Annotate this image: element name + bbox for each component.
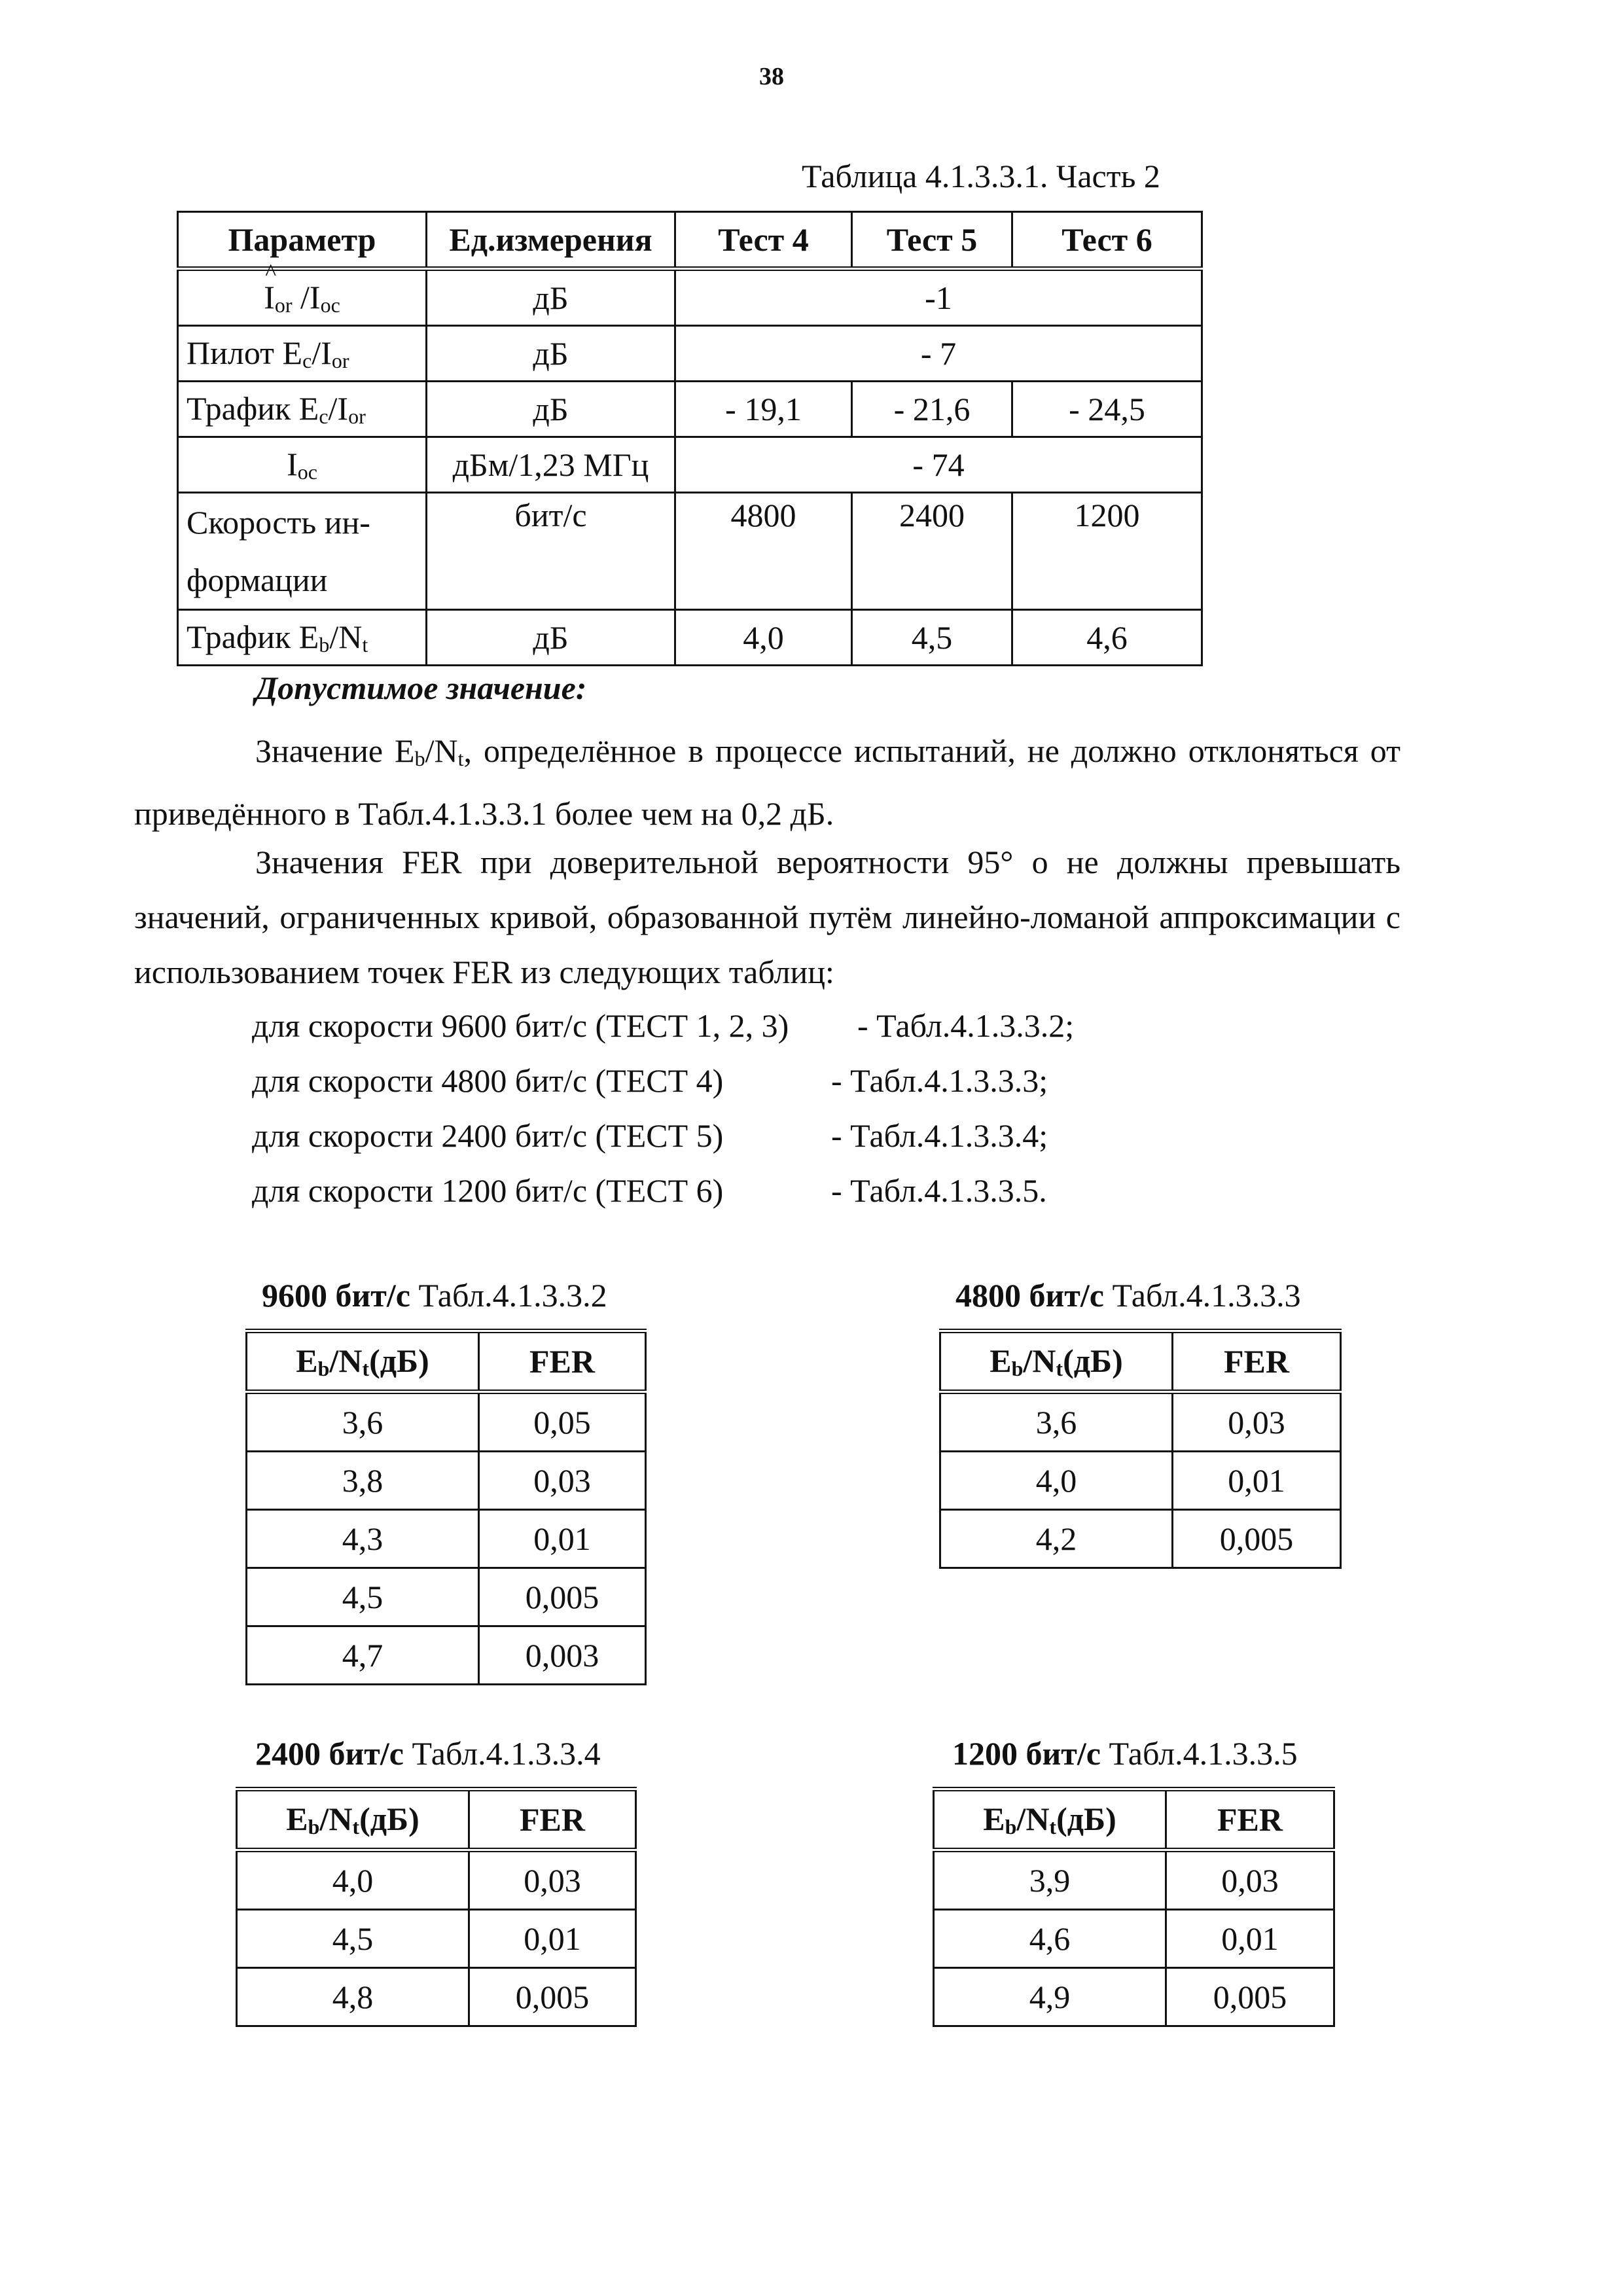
ebnt-cell: 4,3 xyxy=(247,1510,479,1568)
header-ebnt: $E_b/N_t(дБ)$ xyxy=(940,1331,1173,1392)
value-cell: 4,0 xyxy=(675,610,852,666)
param-traffic-eb: Трафик $E_b/N_t$ xyxy=(178,610,427,666)
list-item: для скорости 4800 бит/с (ТЕСТ 4) - Табл.4.1.3.3.3; xyxy=(252,1062,1048,1099)
header-fer: FER xyxy=(1166,1789,1334,1850)
table-row xyxy=(934,1968,1334,2026)
fer-cell: 0,005 xyxy=(1173,1510,1341,1568)
caption-2400: 2400 бит/с Табл.4.1.3.3.4 xyxy=(255,1735,601,1772)
value-cell: - 19,1 xyxy=(675,382,852,437)
value-cell: 4,5 xyxy=(852,610,1012,666)
table-row xyxy=(237,1968,636,2026)
value-cell: - 24,5 xyxy=(1012,382,1202,437)
paragraph-fer: Значения FER при доверительной вероятности 95° о не должны превышать значений, ограниченных кривой, образованной путём линейно-ломаной аппроксимации с использованием точек FER из следующих таблиц: xyxy=(134,844,1400,990)
table-row xyxy=(940,1392,1341,1452)
ebnt-cell: 4,0 xyxy=(940,1452,1173,1510)
table-row xyxy=(178,610,1202,666)
header-ebnt: $E_b/N_t(дБ)$ xyxy=(934,1789,1166,1850)
paragraph-deviation: Значение $E_b/N_t$, определённое в процессе испытаний, не должно отклоняться от приведённого в Табл.4.1.3.3.1 более чем на 0,2 дБ. xyxy=(134,732,1401,832)
table-row xyxy=(178,326,1202,382)
table-row xyxy=(940,1510,1341,1568)
header-fer: FER xyxy=(469,1789,636,1850)
table-2400 xyxy=(236,1787,637,2027)
table-row xyxy=(247,1510,646,1568)
table-header-row xyxy=(178,212,1202,269)
ebnt-cell: 3,8 xyxy=(247,1452,479,1510)
ebnt-cell: 4,5 xyxy=(237,1910,469,1968)
fer-cell: 0,03 xyxy=(1166,1850,1334,1910)
header-test4: Тест 4 xyxy=(675,212,852,269)
ebnt-cell: 3,6 xyxy=(247,1392,479,1452)
list-item: для скорости 1200 бит/с (ТЕСТ 6) - Табл.4.1.3.3.5. xyxy=(252,1172,1047,1209)
param-traffic-ec: Трафик $E_c/I_{or}$ xyxy=(178,382,427,437)
ebnt-cell: 4,9 xyxy=(934,1968,1166,2026)
unit-cell: дБ xyxy=(427,269,675,326)
ebnt-cell: 3,9 xyxy=(934,1850,1166,1910)
table-row xyxy=(934,1910,1334,1968)
header-ebnt: $E_b/N_t(дБ)$ xyxy=(237,1789,469,1850)
table-4800 xyxy=(939,1329,1342,1569)
header-fer: FER xyxy=(479,1331,646,1392)
table-row xyxy=(237,1850,636,1910)
unit-cell: дБм/1,23 МГц xyxy=(427,437,675,493)
table-9600 xyxy=(245,1329,647,1685)
table-row xyxy=(247,1568,646,1626)
table-row xyxy=(237,1910,636,1968)
unit-cell: бит/с xyxy=(427,493,675,610)
ebnt-cell: 4,2 xyxy=(940,1510,1173,1568)
param-info-rate: Скорость ин-формации xyxy=(178,493,427,610)
table-row xyxy=(178,382,1202,437)
table-header-row xyxy=(934,1789,1334,1850)
main-table-caption: Таблица 4.1.3.3.1. Часть 2 xyxy=(802,158,1160,194)
rate-list xyxy=(252,998,1168,1218)
allowed-value-title: Допустимое значение: xyxy=(255,670,587,706)
header-test5: Тест 5 xyxy=(852,212,1012,269)
ebnt-cell: 4,8 xyxy=(237,1968,469,2026)
caption-9600: 9600 бит/с Табл.4.1.3.3.2 xyxy=(262,1277,607,1314)
fer-cell: 0,03 xyxy=(479,1452,646,1510)
table-row xyxy=(247,1626,646,1685)
value-cell: - 7 xyxy=(675,326,1202,382)
table-row xyxy=(247,1452,646,1510)
header-test6: Тест 6 xyxy=(1012,212,1202,269)
table-row xyxy=(178,269,1202,326)
list-item: для скорости 2400 бит/с (ТЕСТ 5) - Табл.4.1.3.3.4; xyxy=(252,1117,1048,1154)
value-cell: - 74 xyxy=(675,437,1202,493)
param-pilot: Пилот $E_c/I_{or}$ xyxy=(178,326,427,382)
table-row xyxy=(934,1850,1334,1910)
table-header-row xyxy=(940,1331,1341,1392)
caption-4800: 4800 бит/с Табл.4.1.3.3.3 xyxy=(955,1277,1301,1314)
header-fer: FER xyxy=(1173,1331,1341,1392)
param-ior-ioc: ^ $I_{or}$ $/I_{oc}$ xyxy=(178,269,427,326)
value-cell: -1 xyxy=(675,269,1202,326)
page-number: 38 xyxy=(759,63,784,90)
value-cell: 4,6 xyxy=(1012,610,1202,666)
fer-cell: 0,005 xyxy=(469,1968,636,2026)
fer-cell: 0,003 xyxy=(479,1626,646,1685)
table-row xyxy=(178,493,1202,610)
fer-cell: 0,01 xyxy=(1166,1910,1334,1968)
table-header-row xyxy=(247,1331,646,1392)
table-row xyxy=(178,437,1202,493)
value-cell: 1200 xyxy=(1012,493,1202,610)
value-cell: 4800 xyxy=(675,493,852,610)
fer-cell: 0,005 xyxy=(479,1568,646,1626)
fer-cell: 0,01 xyxy=(469,1910,636,1968)
fer-cell: 0,05 xyxy=(479,1392,646,1452)
value-cell: - 21,6 xyxy=(852,382,1012,437)
header-unit: Ед.измерения xyxy=(427,212,675,269)
fer-cell: 0,005 xyxy=(1166,1968,1334,2026)
fer-cell: 0,01 xyxy=(479,1510,646,1568)
ebnt-cell: 3,6 xyxy=(940,1392,1173,1452)
caption-1200: 1200 бит/с Табл.4.1.3.3.5 xyxy=(952,1735,1298,1772)
header-ebnt: $E_b/N_t(дБ)$ xyxy=(247,1331,479,1392)
fer-cell: 0,01 xyxy=(1173,1452,1341,1510)
param-ioc: $I_{oc}$ xyxy=(178,437,427,493)
ebnt-cell: 4,7 xyxy=(247,1626,479,1685)
table-row xyxy=(247,1392,646,1452)
table-1200 xyxy=(933,1787,1335,2027)
list-item: для скорости 9600 бит/с (ТЕСТ 1, 2, 3) - Табл.4.1.3.3.2; xyxy=(252,1007,1075,1044)
unit-cell: дБ xyxy=(427,382,675,437)
ebnt-cell: 4,6 xyxy=(934,1910,1166,1968)
unit-cell: дБ xyxy=(427,326,675,382)
unit-cell: дБ xyxy=(427,610,675,666)
table-row xyxy=(940,1452,1341,1510)
table-header-row xyxy=(237,1789,636,1850)
ebnt-cell: 4,5 xyxy=(247,1568,479,1626)
fer-cell: 0,03 xyxy=(469,1850,636,1910)
fer-cell: 0,03 xyxy=(1173,1392,1341,1452)
main-table xyxy=(177,211,1203,666)
header-parameter: Параметр xyxy=(178,212,427,269)
ebnt-cell: 4,0 xyxy=(237,1850,469,1910)
value-cell: 2400 xyxy=(852,493,1012,610)
